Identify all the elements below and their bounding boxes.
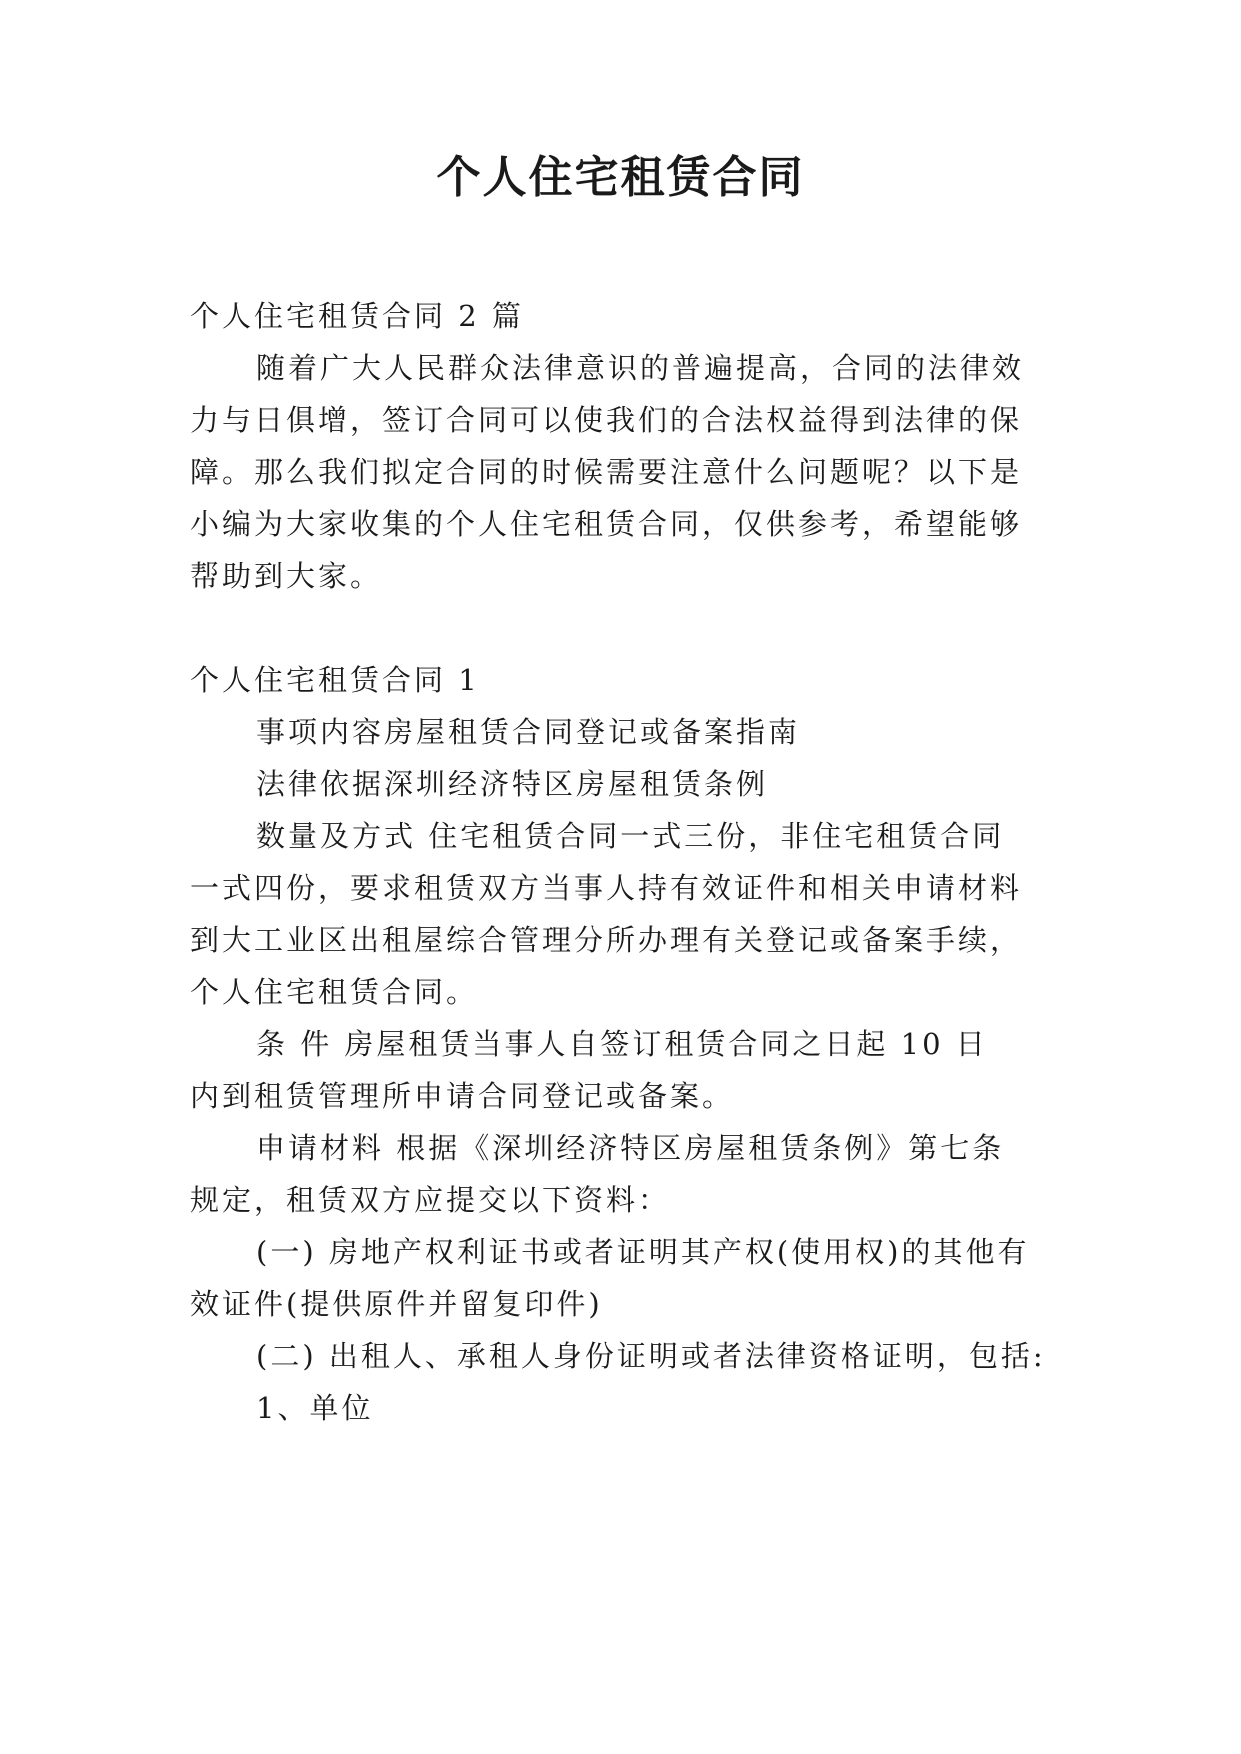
intro-paragraph-line: 力与日俱增，签订合同可以使我们的合法权益得到法律的保: [190, 403, 1023, 437]
body-line: 一式四份，要求租赁双方当事人持有效证件和相关申请材料: [190, 871, 1023, 905]
section-heading: 个人住宅租赁合同 1: [190, 663, 480, 697]
subtitle-line: 个人住宅租赁合同 2 篇: [190, 299, 524, 333]
body-line: 效证件(提供原件并留复印件): [190, 1287, 603, 1321]
body-line: 申请材料 根据《深圳经济特区房屋租赁条例》第七条: [256, 1131, 1005, 1165]
intro-paragraph-line: 随着广大人民群众法律意识的普遍提高，合同的法律效: [256, 351, 1025, 385]
intro-paragraph-line: 障。那么我们拟定合同的时候需要注意什么问题呢？以下是: [190, 455, 1023, 489]
body-line: 规定，租赁双方应提交以下资料：: [190, 1183, 671, 1217]
intro-paragraph-line: 帮助到大家。: [190, 559, 383, 593]
body-line: 1、单位: [256, 1391, 374, 1425]
body-line: 内到租赁管理所申请合同登记或备案。: [190, 1079, 735, 1113]
body-line: 事项内容房屋租赁合同登记或备案指南: [256, 715, 801, 749]
intro-paragraph-line: 小编为大家收集的个人住宅租赁合同，仅供参考，希望能够: [190, 507, 1023, 541]
body-line: 到大工业区出租屋综合管理分所办理有关登记或备案手续，: [190, 923, 1023, 957]
body-line: 法律依据深圳经济特区房屋租赁条例: [256, 767, 769, 801]
body-line: 数量及方式 住宅租赁合同一式三份，非住宅租赁合同: [256, 819, 1005, 853]
body-line: 个人住宅租赁合同。: [190, 975, 479, 1009]
document-title: 个人住宅租赁合同: [436, 152, 805, 203]
body-line: (二) 出租人、承租人身份证明或者法律资格证明，包括:: [256, 1339, 1046, 1373]
body-line: 条 件 房屋租赁当事人自签订租赁合同之日起 10 日: [256, 1027, 988, 1061]
body-line: (一) 房地产权利证书或者证明其产权(使用权)的其他有: [256, 1235, 1030, 1269]
